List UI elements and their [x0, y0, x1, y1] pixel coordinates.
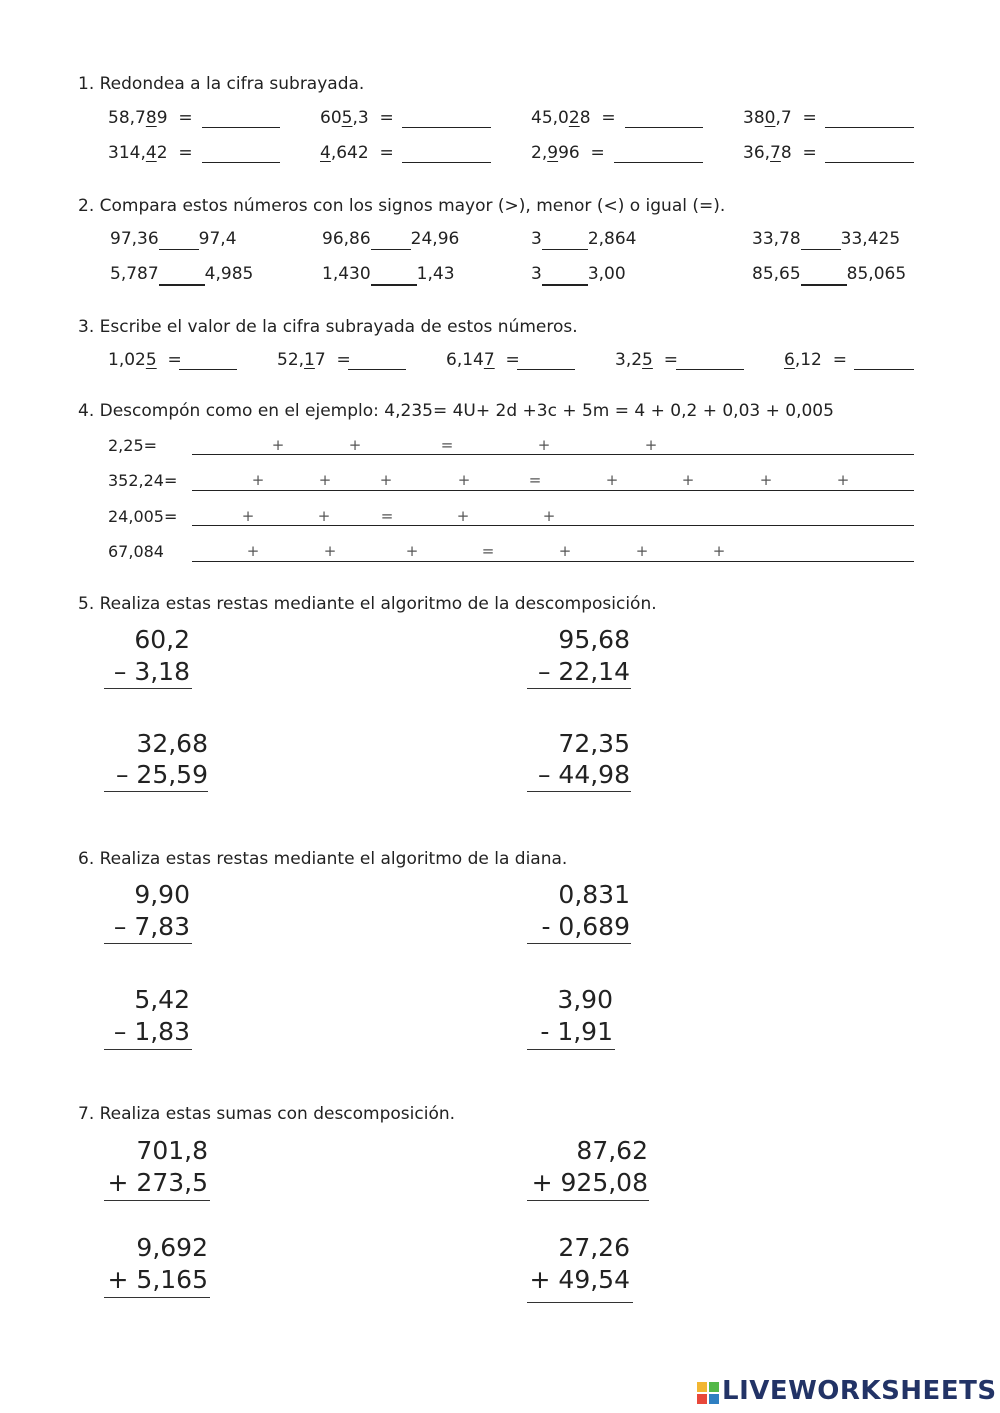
liveworksheets-logo-icon — [697, 1382, 719, 1404]
equals-sign: = — [380, 507, 394, 525]
operand-top: 60,2 — [134, 625, 190, 654]
operand-bottom: – 7,83 — [113, 912, 190, 941]
answer-blank[interactable] — [202, 162, 280, 163]
decompose-label: 24,005= — [108, 507, 178, 526]
result-rule — [104, 791, 208, 792]
exercise-1-title: 1. Redondea a la cifra subrayada. — [78, 74, 365, 94]
operand-bottom: + 49,54 — [529, 1265, 630, 1294]
plus-sign: + — [348, 436, 362, 454]
answer-blank[interactable] — [202, 127, 280, 128]
round-item: 36,78 = — [743, 143, 817, 163]
answer-blank[interactable] — [348, 369, 406, 370]
plus-sign: + — [457, 471, 471, 489]
compare-blank[interactable] — [801, 229, 841, 250]
result-rule — [527, 943, 631, 944]
plus-sign: + — [241, 507, 255, 525]
answer-blank[interactable] — [825, 162, 914, 163]
decompose-line[interactable] — [192, 525, 914, 526]
plus-sign: + — [379, 471, 393, 489]
plus-sign: + — [456, 507, 470, 525]
answer-blank[interactable] — [402, 127, 491, 128]
compare-item: 5,787 4,985 — [110, 264, 254, 284]
compare-item: 85,65 85,065 — [752, 264, 907, 284]
operand-bottom: – 1,83 — [113, 1017, 190, 1046]
round-item: 605,3 = — [320, 108, 394, 128]
round-item: 314,42 = — [108, 143, 193, 163]
decompose-line[interactable] — [192, 561, 914, 562]
compare-blank[interactable] — [542, 264, 588, 286]
plus-sign: + — [644, 436, 658, 454]
result-rule — [527, 1302, 633, 1303]
operand-bottom: – 25,59 — [115, 760, 208, 789]
plus-sign: + — [271, 436, 285, 454]
value-item: 3,25 = — [615, 350, 678, 370]
answer-blank[interactable] — [825, 127, 914, 128]
operand-top: 32,68 — [136, 729, 208, 758]
plus-sign: + — [251, 471, 265, 489]
result-rule — [104, 688, 192, 689]
answer-blank[interactable] — [179, 369, 237, 370]
answer-blank[interactable] — [625, 127, 703, 128]
plus-sign: + — [537, 436, 551, 454]
result-rule — [527, 1049, 615, 1050]
value-item: 52,17 = — [277, 350, 351, 370]
round-item: 45,028 = — [531, 108, 616, 128]
compare-blank[interactable] — [371, 229, 411, 250]
compare-item: 3 3,00 — [531, 264, 626, 284]
operand-top: 5,42 — [134, 985, 190, 1014]
value-item: 6,147 = — [446, 350, 520, 370]
round-item: 380,7 = — [743, 108, 817, 128]
plus-sign: + — [323, 542, 337, 560]
exercise-6-title: 6. Realiza estas restas mediante el algoritmo de la diana. — [78, 849, 568, 869]
operand-bottom: - 1,91 — [540, 1017, 613, 1046]
operand-top: 72,35 — [558, 729, 630, 758]
operand-bottom: – 3,18 — [113, 657, 190, 686]
decompose-label: 2,25= — [108, 436, 158, 455]
answer-blank[interactable] — [854, 369, 914, 370]
compare-item: 3 2,864 — [531, 229, 637, 249]
value-item: 1,025 = — [108, 350, 182, 370]
compare-item: 97,36 97,4 — [110, 229, 237, 249]
plus-sign: + — [635, 542, 649, 560]
plus-sign: + — [712, 542, 726, 560]
plus-sign: + — [681, 471, 695, 489]
operand-bottom: - 0,689 — [541, 912, 630, 941]
round-item: 4,642 = — [320, 143, 394, 163]
exercise-2-title: 2. Compara estos números con los signos mayor (>), menor (<) o igual (=). — [78, 196, 726, 216]
operand-bottom: – 22,14 — [537, 657, 630, 686]
operand-top: 0,831 — [558, 880, 630, 909]
compare-item: 1,430 1,43 — [322, 264, 455, 284]
plus-sign: + — [318, 471, 332, 489]
compare-blank[interactable] — [159, 264, 205, 286]
equals-sign: = — [440, 436, 454, 454]
compare-item: 96,86 24,96 — [322, 229, 460, 249]
operand-top: 701,8 — [136, 1136, 208, 1165]
operand-top: 95,68 — [558, 625, 630, 654]
plus-sign: + — [759, 471, 773, 489]
result-rule — [104, 943, 192, 944]
answer-blank[interactable] — [402, 162, 491, 163]
result-rule — [104, 1297, 210, 1298]
plus-sign: + — [405, 542, 419, 560]
decompose-label: 67,084 — [108, 542, 164, 561]
decompose-label: 352,24= — [108, 471, 178, 490]
result-rule — [104, 1200, 210, 1201]
operand-bottom: + 925,08 — [531, 1168, 648, 1197]
compare-blank[interactable] — [371, 264, 417, 286]
compare-blank[interactable] — [801, 264, 847, 286]
answer-blank[interactable] — [517, 369, 575, 370]
equals-sign: = — [481, 542, 495, 560]
value-item: 6,12 = — [784, 350, 847, 370]
equals-sign: = — [528, 471, 542, 489]
decompose-line[interactable] — [192, 454, 914, 455]
result-rule — [527, 688, 631, 689]
operand-bottom: + 273,5 — [107, 1168, 208, 1197]
operand-top: 9,90 — [134, 880, 190, 909]
answer-blank[interactable] — [676, 369, 744, 370]
exercise-3-title: 3. Escribe el valor de la cifra subrayada de estos números. — [78, 317, 578, 337]
result-rule — [527, 1200, 649, 1201]
operand-top: 87,62 — [576, 1136, 648, 1165]
operand-top: 27,26 — [558, 1233, 630, 1262]
liveworksheets-logo[interactable]: LIVEWORKSHEETS — [722, 1376, 997, 1406]
plus-sign: + — [558, 542, 572, 560]
round-item: 2,996 = — [531, 143, 605, 163]
plus-sign: + — [317, 507, 331, 525]
exercise-7-title: 7. Realiza estas sumas con descomposición. — [78, 1104, 456, 1124]
operand-top: 3,90 — [557, 985, 613, 1014]
compare-item: 33,78 33,425 — [752, 229, 901, 249]
plus-sign: + — [605, 471, 619, 489]
operand-bottom: + 5,165 — [107, 1265, 208, 1294]
result-rule — [104, 1049, 192, 1050]
plus-sign: + — [542, 507, 556, 525]
plus-sign: + — [836, 471, 850, 489]
round-item: 58,789 = — [108, 108, 193, 128]
operand-top: 9,692 — [136, 1233, 208, 1262]
plus-sign: + — [246, 542, 260, 560]
exercise-5-title: 5. Realiza estas restas mediante el algoritmo de la descomposición. — [78, 594, 657, 614]
exercise-4-title: 4. Descompón como en el ejemplo: 4,235= 4U+ 2d +3c + 5m = 4 + 0,2 + 0,03 + 0,005 — [78, 401, 834, 421]
answer-blank[interactable] — [614, 162, 703, 163]
result-rule — [527, 791, 631, 792]
compare-blank[interactable] — [542, 229, 588, 250]
compare-blank[interactable] — [159, 229, 199, 250]
operand-bottom: – 44,98 — [537, 760, 630, 789]
decompose-line[interactable] — [192, 490, 914, 491]
